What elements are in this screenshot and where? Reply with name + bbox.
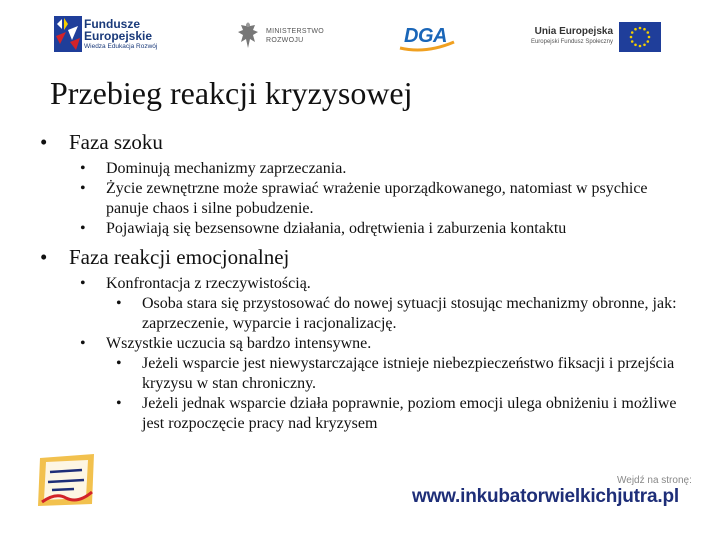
bullet-faza-szoku — [40, 130, 690, 155]
sub-bullet — [80, 219, 690, 239]
sub-bullet-text: Wszystkie uczucia są bardzo intensywne. — [106, 335, 372, 352]
inkubator-logo-icon — [36, 452, 98, 508]
bullet-icon: • — [80, 220, 86, 237]
fe-logo-line2: Europejskie — [84, 29, 153, 43]
ue-logo-line2: Europejski Fundusz Społeczny — [530, 39, 613, 45]
fundusze-europejskie-flag-icon — [54, 16, 82, 52]
sub-sub-bullet-text: Jeżeli jednak wsparcie działa poprawnie, poziom emocji ulega obniżeniu i możliwe jest rozpoczęcie pracy nad kryzysem — [142, 395, 677, 432]
dga-logo — [398, 22, 456, 52]
eagle-emblem-icon — [236, 20, 260, 50]
website-url-link[interactable]: www.inkubatorwielkichjutra.pl — [412, 486, 679, 507]
sub-bullet-text: Życie zewnętrzne może sprawiać wrażenie uporządkowanego, natomiast w psychice panuje chaos i silne pobudzenie. — [106, 180, 648, 217]
sub-sub-bullet-text: Osoba stara się przystosować do nowej sytuacji stosując mechanizmy obronne, jak: zaprzeczenie, wyparcie i racjonalizację. — [142, 295, 677, 332]
inkubator-wielkich-jutra-logo — [36, 452, 98, 508]
fundusze-europejskie-logo — [54, 16, 166, 54]
sub-sub-bullet — [116, 354, 690, 394]
ministerstwo-rozwoju-logo — [236, 20, 332, 52]
dga-logo-text: DGA — [404, 25, 447, 47]
sub-bullet-text: Pojawiają się bezsensowne działania, odrętwienia i zaburzenia kontaktu — [106, 220, 567, 237]
slide-content — [40, 130, 690, 438]
bullet-icon: • — [80, 275, 86, 292]
slide-title: Przebieg reakcji kryzysowej — [50, 75, 413, 111]
sub-bullet — [80, 274, 690, 294]
bullet-icon: • — [40, 130, 48, 154]
sub-bullet — [80, 334, 690, 354]
bullet-icon: • — [80, 180, 86, 197]
ue-logo-line1: Unia Europejska — [534, 26, 613, 37]
bullet-icon: • — [116, 355, 122, 372]
ministry-logo-line2: ROZWOJU — [266, 37, 304, 44]
bullet-icon: • — [116, 395, 122, 412]
unia-europejska-logo — [523, 20, 663, 54]
bullet-icon: • — [80, 335, 86, 352]
eu-flag-icon — [619, 22, 661, 52]
bullet-icon: • — [80, 160, 86, 177]
ministry-logo-line1: MINISTERSTWO — [266, 28, 325, 35]
visit-website-label: Wejdź na stronę: — [617, 475, 692, 486]
sub-bullet-text: Konfrontacja z rzeczywistością. — [106, 275, 311, 292]
sub-bullet — [80, 179, 690, 219]
sub-sub-bullet — [116, 294, 690, 334]
bullet-text: Faza reakcji emocjonalnej — [69, 245, 290, 269]
sub-bullet — [80, 159, 690, 179]
bullet-icon: • — [40, 245, 48, 269]
fe-logo-line3: Wiedza Edukacja Rozwój — [84, 43, 158, 50]
fe-logo-line1: Fundusze — [84, 17, 140, 31]
bullet-text: Faza szoku — [69, 130, 163, 154]
sub-bullet-text: Dominują mechanizmy zaprzeczania. — [106, 160, 347, 177]
sub-sub-bullet — [116, 394, 690, 434]
bullet-icon: • — [116, 295, 122, 312]
bullet-faza-reakcji-emocjonalnej — [40, 245, 690, 270]
sub-sub-bullet-text: Jeżeli wsparcie jest niewystarczające istnieje niebezpieczeństwo fiksacji i przejścia kryzysu w stan chroniczny. — [142, 355, 675, 392]
